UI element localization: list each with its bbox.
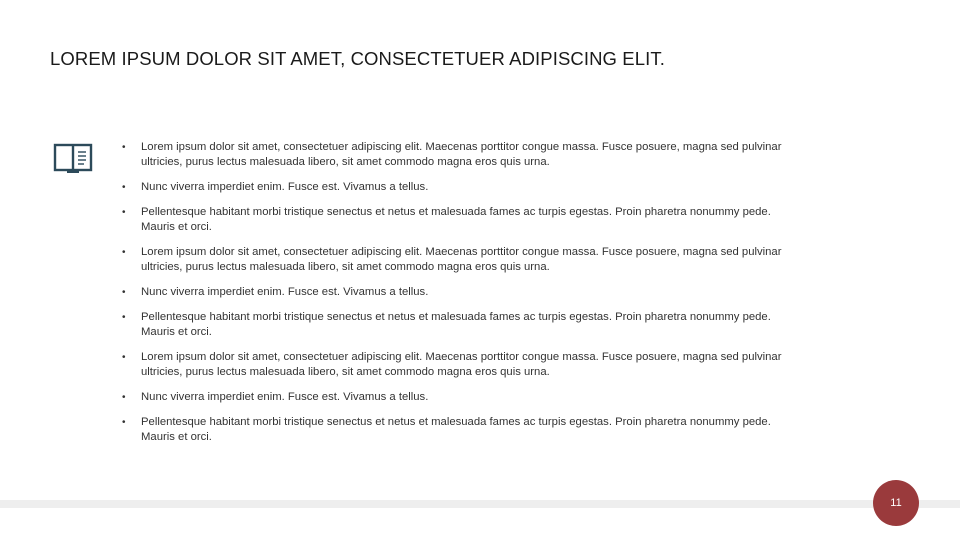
slide-title: LOREM IPSUM DOLOR SIT AMET, CONSECTETUER ADIPISCING ELIT. bbox=[50, 48, 665, 69]
bullet-item: • Lorem ipsum dolor sit amet, consectetuer adipiscing elit. Maecenas porttitor congue massa. Fusce posuere, magna sed pulvinar ultricies, purus lectus malesuada libero, sit amet commodo magna eros quis urna. bbox=[122, 245, 802, 275]
bullet-item: • Pellentesque habitant morbi tristique senectus et netus et malesuada fames ac turpis egestas. Proin pharetra nonummy pede. Mauris et orci. bbox=[122, 310, 802, 340]
footer-bar bbox=[0, 500, 960, 508]
bullet-item: • Nunc viverra imperdiet enim. Fusce est. Vivamus a tellus. bbox=[122, 285, 802, 300]
bullet-item: • Lorem ipsum dolor sit amet, consectetuer adipiscing elit. Maecenas porttitor congue massa. Fusce posuere, magna sed pulvinar ultricies, purus lectus malesuada libero, sit amet commodo magna eros quis urna. bbox=[122, 350, 802, 380]
page-number-badge: 11 bbox=[873, 480, 919, 526]
bullet-list bbox=[122, 140, 802, 455]
book-icon bbox=[53, 143, 93, 175]
bullet-item: • Pellentesque habitant morbi tristique senectus et netus et malesuada fames ac turpis egestas. Proin pharetra nonummy pede. Mauris et orci. bbox=[122, 415, 802, 445]
bullet-item: • Pellentesque habitant morbi tristique senectus et netus et malesuada fames ac turpis egestas. Proin pharetra nonummy pede. Mauris et orci. bbox=[122, 205, 802, 235]
bullet-item: • Nunc viverra imperdiet enim. Fusce est. Vivamus a tellus. bbox=[122, 390, 802, 405]
bullet-item: • Nunc viverra imperdiet enim. Fusce est. Vivamus a tellus. bbox=[122, 180, 802, 195]
bullet-item: • Lorem ipsum dolor sit amet, consectetuer adipiscing elit. Maecenas porttitor congue massa. Fusce posuere, magna sed pulvinar ultricies, purus lectus malesuada libero, sit amet commodo magna eros quis urna. bbox=[122, 140, 802, 170]
